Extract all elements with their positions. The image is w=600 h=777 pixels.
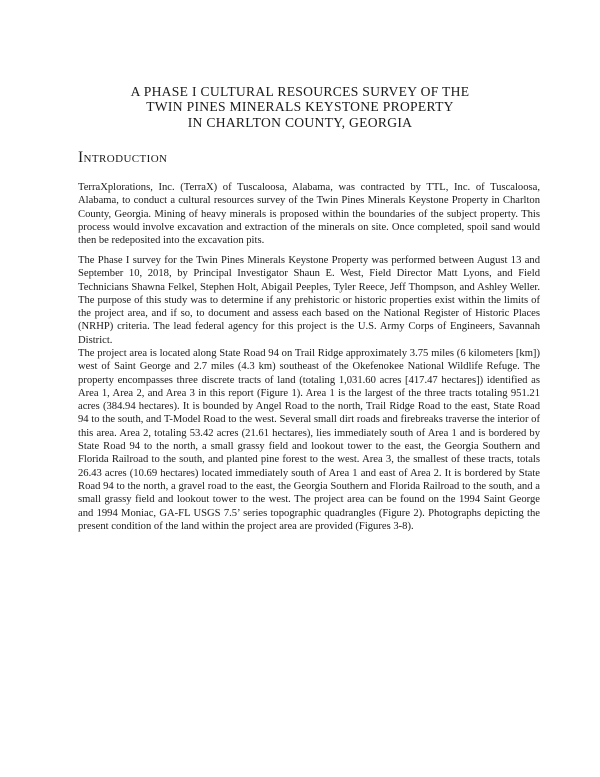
report-title-line-2: TWIN PINES MINERALS KEYSTONE PROPERTY (146, 99, 454, 115)
body-paragraph-3: The project area is located along State Road 94 on Trail Ridge approximately 3.75 miles (6 kilometers [km]) west of Saint George and 2.7 miles (4.3 km) southeast of the Okefenokee National Wildlife Refuge. The property encompasses three discrete tracts of land (totaling 1,031.60 acres [417.47 hectares]) identified as Area 1, Area 2, and Area 3 in this report (Figure 1). Area 1 is the largest of the three tracts totaling 951.21 acres (384.94 hectares). It is bounded by Angel Road to the north, Trail Ridge Road to the east, State Road 94 to the south, and T-Model Road to the west. Several small dirt roads and firebreaks traverse the interior of this area. Area 2, totaling 53.42 acres (21.61 hectares), lies immediately south of Area 1 and is bordered by State Road 94 to the north, a small grassy field and lookout tower to the east, the Georgia Southern and Florida Railroad to the south, and planted pine forest to the west. Area 3, the smallest of these tracts, totals 26.43 acres (10.69 hectares) located immediately south of Area 1 and east of Area 2. It is bordered by State Road 94 to the north, a gravel road to the east, the Georgia Southern and Florida Railroad to the south, and a small grassy field and lookout tower to the west. The project area can be found on the 1994 Saint George and 1994 Moniac, GA-FL USGS 7.5’ series topographic quadrangles (Figure 2). Photographs depicting the present condition of the land within the project area are provided (Figures 3-8). (78, 348, 540, 532)
report-title-line-1: A PHASE I CULTURAL RESOURCES SURVEY OF THE (130, 84, 470, 99)
body-paragraph-1: TerraXplorations, Inc. (TerraX) of Tuscaloosa, Alabama, was contracted by TTL, Inc. of Tuscaloosa, Alabama, to conduct a cultural resources survey of the Twin Pines Minerals Keystone Property in Charlton County, Georgia. Mining of heavy minerals is proposed within the boundaries of the subject property. This process would involve excavation and extraction of the minerals on site. Once completed, spoil sand would then be redeposited into the excavation pits. (78, 182, 540, 247)
report-title-line-3: IN CHARLTON COUNTY, GEORGIA (187, 114, 413, 130)
body-paragraph-2: The Phase I survey for the Twin Pines Minerals Keystone Property was performed between August 13 and September 10, 2018, by Principal Investigator Shaun E. West, Field Director Matt Lyons, and Field Technicians Shawna Felkel, Stephen Holt, Abigail Peeples, Tyler Reece, Jeff Thompson, and Ashley Weller. The purpose of this study was to determine if any prehistoric or historic properties exist within the limits of the project area, and if so, to document and assess each based on the National Register of Historic Places (NRHP) criteria. The lead federal agency for this project is the U.S. Army Corps of Engineers, Savannah District. (78, 255, 540, 346)
report-title (60, 84, 540, 130)
section-heading-introduction: Introduction (78, 149, 168, 166)
